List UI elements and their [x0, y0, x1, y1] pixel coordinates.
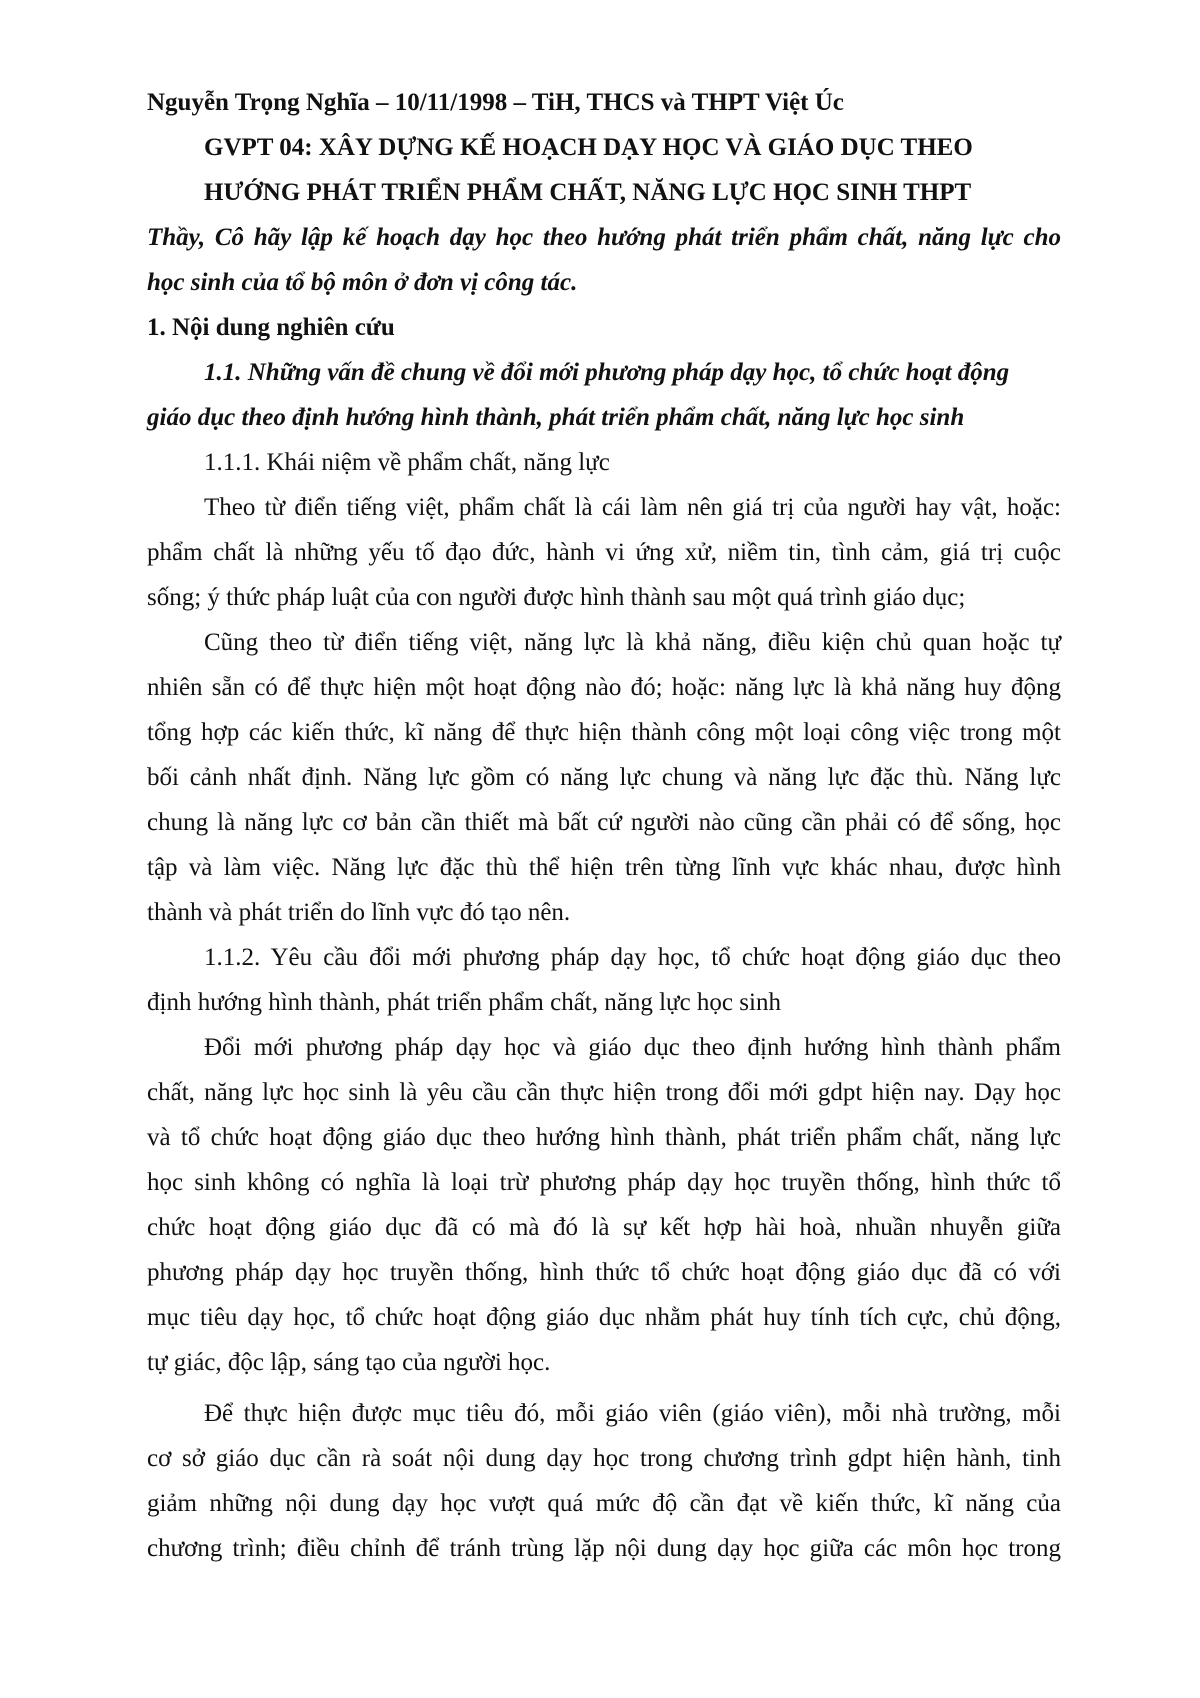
- paragraph-line: sống; ý thức pháp luật của con người được hình thành sau một quá trình giáo dục;: [147, 584, 966, 611]
- prompt-line: Thầy, Cô hãy lập kế hoạch dạy học theo hướng phát triển phẩm chất, năng lực cho: [147, 224, 1061, 251]
- paragraph-line: tổng hợp các kiến thức, kĩ năng để thực hiện thành công một loại công việc trong một: [147, 719, 1061, 746]
- section-heading-1-1: [147, 350, 1061, 440]
- title-line: GVPT 04: XÂY DỰNG KẾ HOẠCH DẠY HỌC VÀ GIÁO DỤC THEO: [204, 134, 973, 161]
- paragraph-line: phẩm chất là những yếu tố đạo đức, hành vi ứng xử, niềm tin, tình cảm, giá trị cuộc: [147, 539, 1061, 566]
- section-heading-1-1-1: 1.1.1. Khái niệm về phẩm chất, năng lực: [204, 449, 610, 476]
- paragraph-line: phương pháp dạy học truyền thống, hình thức tổ chức hoạt động giáo dục đã có với: [147, 1259, 1061, 1286]
- document-body: [147, 80, 1061, 1571]
- paragraph-line: Đổi mới phương pháp dạy học và giáo dục theo định hướng hình thành phẩm: [204, 1034, 1061, 1061]
- prompt-line: học sinh của tổ bộ môn ở đơn vị công tác.: [147, 269, 578, 296]
- paragraph-line: cơ sở giáo dục cần rà soát nội dung dạy học trong chương trình gdpt hiện hành, tinh: [147, 1445, 1061, 1472]
- paragraph-line: học sinh không có nghĩa là loại trừ phương pháp dạy học truyền thống, hình thức tổ: [147, 1169, 1061, 1196]
- paragraph-line: chung là năng lực cơ bản cần thiết mà bất cứ người nào cũng cần phải có để sống, học: [147, 809, 1061, 836]
- paragraph-implementation: [147, 1391, 1061, 1571]
- subsection-line: 1.1.2. Yêu cầu đổi mới phương pháp dạy học, tổ chức hoạt động giáo dục theo: [204, 944, 1061, 971]
- paragraph-line: Theo từ điển tiếng việt, phẩm chất là cái làm nên giá trị của người hay vật, hoặc:: [204, 494, 1061, 521]
- paragraph-line: chương trình; điều chỉnh để tránh trùng lặp nội dung dạy học giữa các môn học trong: [147, 1535, 1061, 1562]
- subsection-line: 1.1. Những vấn đề chung về đổi mới phương pháp dạy học, tổ chức hoạt động: [204, 359, 1010, 386]
- paragraph-line: chất, năng lực học sinh là yêu cầu cần thực hiện trong đổi mới gdpt hiện nay. Dạy học: [147, 1079, 1061, 1106]
- subsection-line: giáo dục theo định hướng hình thành, phát triển phẩm chất, năng lực học sinh: [147, 404, 965, 431]
- paragraph-line: nhiên sẵn có để thực hiện một hoạt động nào đó; hoặc: năng lực là khả năng huy động: [147, 674, 1061, 701]
- paragraph-competence: [147, 620, 1061, 935]
- paragraph-line: mục tiêu dạy học, tổ chức hoạt động giáo dục nhằm phát huy tính tích cực, chủ động,: [147, 1304, 1061, 1331]
- paragraph-line: và tổ chức hoạt động giáo dục theo hướng hình thành, phát triển phẩm chất, năng lực: [147, 1124, 1061, 1151]
- paragraph-line: tự giác, độc lập, sáng tạo của người học.: [147, 1349, 551, 1376]
- paragraph-line: tập và làm việc. Năng lực đặc thù thể hiện trên từng lĩnh vực khác nhau, được hình: [147, 854, 1061, 881]
- paragraph-line: bối cảnh nhất định. Năng lực gồm có năng lực chung và năng lực đặc thù. Năng lực: [147, 764, 1061, 791]
- paragraph-qualities: [147, 485, 1061, 620]
- paragraph-line: chức hoạt động giáo dục đã có mà đó là sự kết hợp hài hoà, nhuần nhuyễn giữa: [147, 1214, 1061, 1241]
- document-title: [147, 125, 1061, 215]
- paragraph-line: Để thực hiện được mục tiêu đó, mỗi giáo viên (giáo viên), mỗi nhà trường, mỗi: [204, 1400, 1061, 1427]
- paragraph-line: Cũng theo từ điển tiếng việt, năng lực là khả năng, điều kiện chủ quan hoặc tự: [204, 629, 1061, 656]
- paragraph-line: thành và phát triển do lĩnh vực đó tạo nên.: [147, 899, 571, 926]
- subsection-line: định hướng hình thành, phát triển phẩm chất, năng lực học sinh: [147, 989, 781, 1016]
- title-line: HƯỚNG PHÁT TRIỂN PHẨM CHẤT, NĂNG LỰC HỌC SINH THPT: [204, 179, 972, 206]
- assignment-prompt: [147, 215, 1061, 305]
- section-heading-1: 1. Nội dung nghiên cứu: [147, 314, 395, 341]
- section-heading-1-1-2: [147, 935, 1061, 1025]
- paragraph-method-innovation: [147, 1025, 1061, 1385]
- paragraph-line: giảm những nội dung dạy học vượt quá mức độ cần đạt về kiến thức, kĩ năng của: [147, 1490, 1061, 1517]
- author-header: Nguyễn Trọng Nghĩa – 10/11/1998 – TiH, THCS và THPT Việt Úc: [147, 89, 844, 116]
